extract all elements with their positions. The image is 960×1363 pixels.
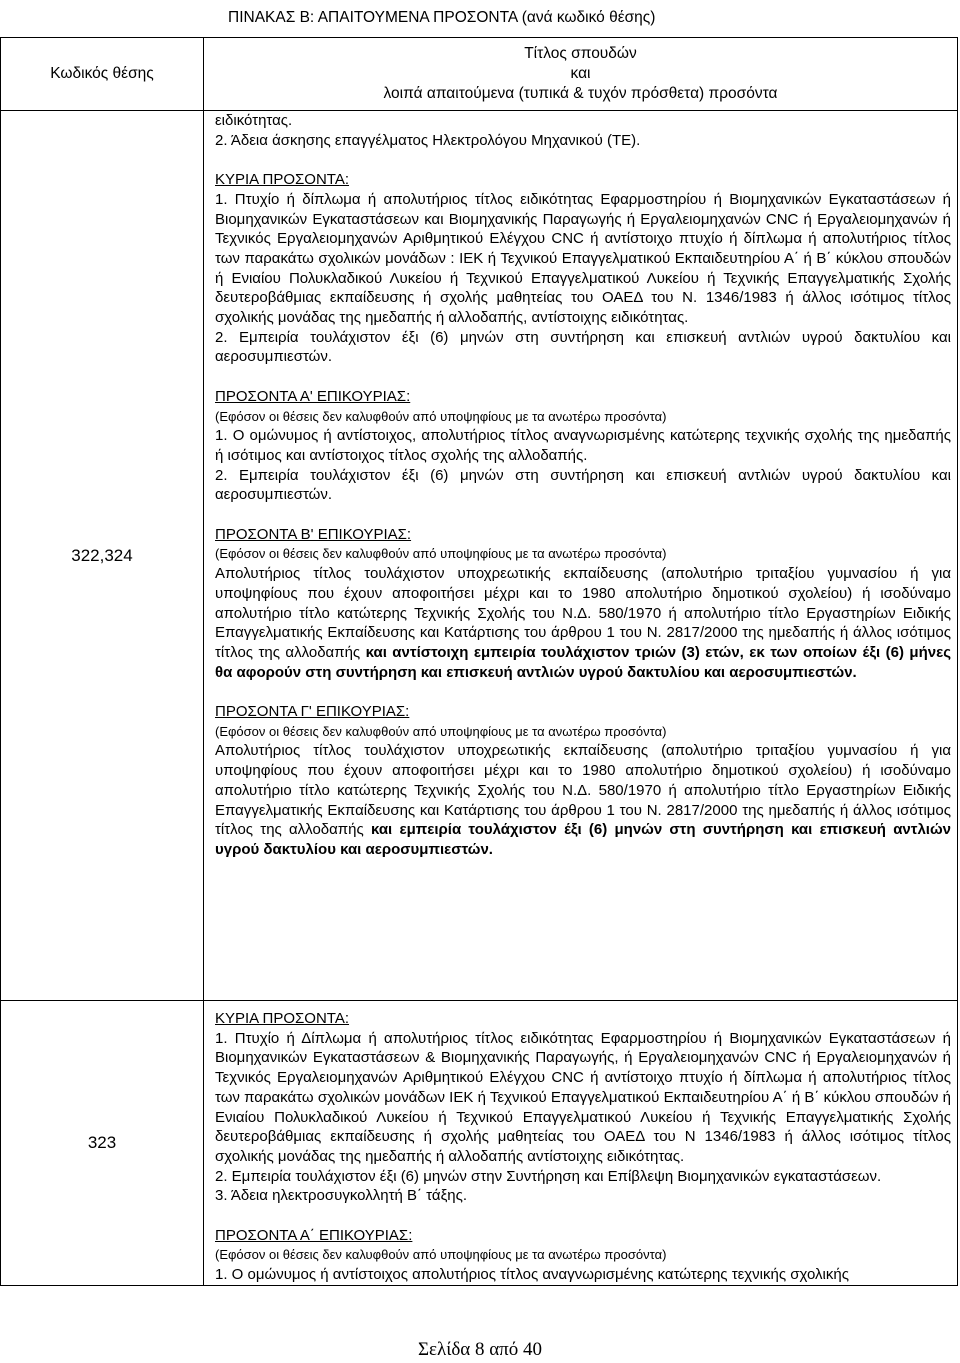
secondary-a-item-1-323: 1. Ο ομώνυμος ή αντίστοιχος απολυτήριος τίτλος αναγνωρισμένης κατώτερης τεχνικής σχολικής <box>215 1266 849 1284</box>
main-qualification-1-323: 1. Πτυχίο ή Δίπλωμα ή απολυτήριος τίτλος ειδικότητας Εφαρμοστηρίου ή Βιομηχανικών Εγκαταστάσεων ή Βιομηχανικών Εγκαταστάσεων & Βιομηχανικής Παραγωγής, ή Εργαλειομηχανών CNC ή Εργαλειομηχανών ή Τεχνικός Εργαλειομηχανών Αριθμητικού Ελέγχου CNC ή αντίστοιχο πτυχίο ή δίπλωμα ή απολυτήριος τίτλος των παρακάτω σχολικών μονάδων ΙΕΚ ή Τεχνικού Επαγγελματικού Εκπαιδευτηρίου Α΄ ή Β΄ κύκλου σπουδών ή Ενιαίου Πολυκλαδικού Λυκείου ή Τεχνικού Επαγγελματικού Λυκείου ή Τεχνικής Επαγγελματικής Σχολής δευτεροβάθμιας εκπαίδευσης ή σχολής μαθητείας του ΟΑΕΔ του Ν 1346/1983 ή άλλος ισότιμος τίτλος σχολικής μονάδας της ημεδαπής ή αλλοδαπής αντίστοιχης ειδικότητας. <box>215 1029 951 1165</box>
continued-line: ειδικότητας. <box>215 112 293 129</box>
main-qualifications-heading-323: ΚΥΡΙΑ ΠΡΟΣΟΝΤΑ: <box>215 1010 350 1027</box>
main-qualifications-heading: ΚΥΡΙΑ ΠΡΟΣΟΝΤΑ: <box>215 171 350 189</box>
main-qualification-1: 1. Πτυχίο ή δίπλωμα ή απολυτήριος τίτλος ειδικότητας Εφαρμοστηρίου ή Βιομηχανικών Εγκαταστάσεων ή Βιομηχανικών Εγκαταστάσεων και Βιομηχανικής Παραγωγής ή Εργαλειομηχανών CNC ή Εργαλειομηχανών ή Τεχνικός Εργαλειομηχανών Αριθμητικού Ελέγχου CNC ή αντίστοιχο πτυχίο ή δίπλωμα ή απολυτήριος τίτλος των παρακάτω σχολικών μονάδων : ΙΕΚ ή Τεχνικού Επαγγελματικού Εκπαιδευτηρίου Α΄ ή Β΄ κύκλου σπουδών ή Ενιαίου Πολυκλαδικού Λυκείου ή Τεχνικού Επαγγελματικού Λυκείου ή Τεχνικής Επαγγελματικής Σχολής δευτεροβάθμιας εκπαίδευσης ή σχολής μαθητείας του ΟΑΕΔ του Ν. 1346/1983 ή άλλος ισότιμος τίτλος σχολικής μονάδας της ημεδαπής ή αλλοδαπής, αντίστοιχης ειδικότητας. <box>215 190 951 327</box>
secondary-c-text <box>215 741 951 859</box>
secondary-a-note-323: (Εφόσον οι θέσεις δεν καλυφθούν από υποψηφίους με τα ανωτέρω προσόντα) <box>215 1247 667 1263</box>
secondary-c-note: (Εφόσον οι θέσεις δεν καλυφθούν από υποψηφίους με τα ανωτέρω προσόντα) <box>215 723 667 739</box>
secondary-c-main: Απολυτήριος τίτλος τουλάχιστον υποχρεωτικής εκπαίδευσης (απολυτήριο τριταξίου γυμνασίου ή για υποψηφίους που έχουν αποφοιτήσει μέχρι και το 1980 απολυτήριο δημοτικού σχολείου) ή ισοδύναμο απολυτήριο τίτλο κατώτερης Τεχνικής Σχολής του Ν.Δ. 580/1970 ή απολυτήριο τίτλο Εργαστηρίων Ειδικής Επαγγελματικής Εκπαίδευσης και Κατάρτισης του άρθρου 1 του Ν. 2817/2000 της ημεδαπής ή άλλος ισότιμος τίτλος της αλλοδαπής <box>215 742 951 839</box>
secondary-b-note: (Εφόσον οι θέσεις δεν καλυφθούν από υποψηφίους με τα ανωτέρω προσόντα) <box>215 546 667 562</box>
position-323-row <box>1 1001 958 1286</box>
position-code-323: 323 <box>1 1001 204 1286</box>
main-qualification-2-323: 2. Εμπειρία τουλάχιστον έξι (6) μηνών στην Συντήρηση και Επίβλεψη Βιομηχανικών εγκαταστάσεων. <box>215 1167 882 1185</box>
main-qualification-3-323: 3. Άδεια ηλεκτροσυγκολλητή Β΄ τάξης. <box>215 1187 468 1205</box>
secondary-b-heading: ΠΡΟΣΟΝΤΑ Β' ΕΠΙΚΟΥΡΙΑΣ: <box>215 525 412 543</box>
secondary-b-experience: και αντίστοιχη εμπειρία τουλάχιστον τριών (3) ετών, εκ των οποίων έξι (6) μήνες θα αφορούν στη συντήρηση και επισκευή αντλιών υγρού δακτυλίου και αεροσυμπιεστών. <box>215 643 952 681</box>
secondary-b-main: Απολυτήριος τίτλος τουλάχιστον υποχρεωτικής εκπαίδευσης (απολυτήριο τριταξίου γυμνασίου ή για υποψηφίους που έχουν αποφοιτήσει μέχρι και το 1980 απολυτήριο δημοτικού σχολείου) ή ισοδύναμο απολυτήριο τίτλο κατώτερης Τεχνικής Σχολής του Ν.Δ. 580/1970 ή απολυτήριο τίτλο Εργαστηρίων Ειδικής Επαγγελματικής Εκπαίδευσης και Κατάρτισης του άρθρου 1 του Ν. 2817/2000 της ημεδαπής ή άλλος ισότιμος τίτλος της αλλοδαπής <box>215 565 951 661</box>
col-header-title-line2: και <box>570 65 591 82</box>
secondary-a-item-1: 1. Ο ομώνυμος ή αντίστοιχος, απολυτήριος τίτλος αναγνωρισμένης κατώτερης τεχνικής σχολής της ημεδαπής ή ισότιμος και αντίστοιχος τίτλος σχολής της αλλοδαπής. <box>215 427 951 464</box>
requirements-cell-322-324 <box>204 111 958 1001</box>
col-header-code: Κωδικός θέσης <box>1 38 204 111</box>
page-header: ΠΙΝΑΚΑΣ Β: ΑΠΑΙΤΟΥΜΕΝΑ ΠΡΟΣΟΝΤΑ (ανά κωδικό θέσης) <box>228 9 656 26</box>
table-header-row <box>1 38 958 111</box>
secondary-a-item-2: 2. Εμπειρία τουλάχιστον έξι (6) μηνών στη συντήρηση και επισκευή αντλιών υγρού δακτυλίου και αεροσυμπιεστών. <box>215 466 951 504</box>
requirements-cell-323 <box>204 1001 958 1286</box>
secondary-c-experience: και εμπειρία τουλάχιστον έξι (6) μηνών στη συντήρηση και επισκευή αντλιών υγρού δακτυλίου και αεροσυμπιεστών. <box>215 821 951 858</box>
secondary-a-heading: ΠΡΟΣΟΝΤΑ Α' ΕΠΙΚΟΥΡΙΑΣ: <box>215 387 411 405</box>
secondary-a-note: (Εφόσον οι θέσεις δεν καλυφθούν από υποψηφίους με τα ανωτέρω προσόντα) <box>215 408 667 424</box>
col-header-title-line1: Τίτλος σπουδών <box>524 45 637 62</box>
col-header-title-line3: λοιπά απαιτούμενα (τυπικά & τυχόν πρόσθετα) προσόντα <box>383 85 778 102</box>
secondary-b-text <box>215 564 951 682</box>
page-number: Σελίδα 8 από 40 <box>417 1339 543 1360</box>
continued-license-line: 2. Άδεια άσκησης επαγγέλματος Ηλεκτρολόγου Μηχανικού (ΤΕ). <box>215 131 641 149</box>
position-code-322-324: 322,324 <box>1 111 204 1001</box>
requirements-table <box>0 37 958 1286</box>
secondary-c-heading: ΠΡΟΣΟΝΤΑ Γ' ΕΠΙΚΟΥΡΙΑΣ: <box>215 703 410 721</box>
secondary-a-heading-323: ΠΡΟΣΟΝΤΑ Α΄ ΕΠΙΚΟΥΡΙΑΣ: <box>215 1226 413 1244</box>
main-qualification-2: 2. Εμπειρία τουλάχιστον έξι (6) μηνών στη συντήρηση και επισκευή αντλιών υγρού δακτυλίου και αεροσυμπιεστών. <box>215 328 951 366</box>
continuation-row <box>1 111 958 1001</box>
col-header-title <box>204 38 958 111</box>
